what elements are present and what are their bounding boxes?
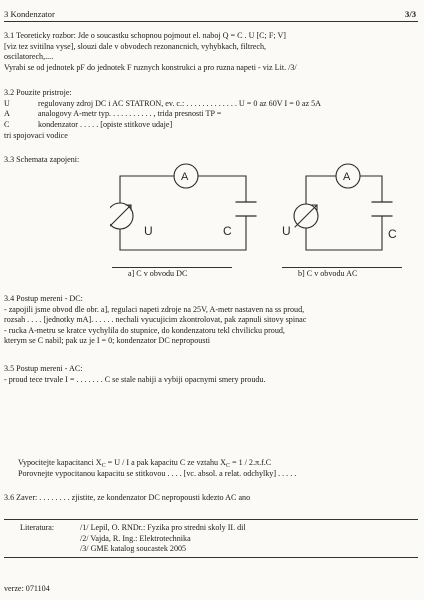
- header-title: 3 Kondenzator: [4, 9, 55, 19]
- wire-top-right: [360, 176, 382, 202]
- sec35-line: - proud tece trvale I = . . . . . . . C se stale nabiji a vybiji opacnymi smery proudu.: [4, 375, 266, 384]
- caption-rule-b: [282, 267, 402, 268]
- literature-rule-bottom: [4, 557, 418, 558]
- instr-text-u: regulovany zdroj DC i AC STATRON, ev. c.: . . . . . . . . . . . . . U = 0 az 60V I = 0 az 5A: [38, 98, 321, 108]
- ammeter-label: A: [343, 171, 351, 183]
- sec34-line3: - rucka A-metru se kratce vychylila do stupnice, do kondenzatoru tekl chvilicku proud,: [4, 325, 285, 335]
- source-label: U: [144, 224, 153, 238]
- caption-a: a] C v obvodu DC: [128, 269, 188, 278]
- calc-line1: Vypocitejte kapacitanci $X_C = U / I$ a pak kapacitu C ze vztahu $X_C = 1 / 2.\pi.f.C$: [18, 458, 272, 469]
- caption-b: b] C v obvodu AC: [298, 269, 358, 278]
- sec31-line3: oscilatorech,....: [4, 52, 54, 61]
- sec31-line1: 3.1 Teoreticky rozbor: Jde o soucastku schopnou pojmout el. naboj Q = C . U [C; F; V]: [4, 31, 287, 40]
- sec32-title: 3.2 Pouzite pristroje:: [4, 88, 72, 97]
- header-rule: [4, 21, 418, 22]
- literature-rule: [4, 519, 418, 520]
- sec33-title: 3.3 Schemata zapojeni:: [4, 155, 80, 164]
- calc-line2: Porovnejte vypocitanou kapacitu se stitkovou . . . . [vc. absol. a relat. odchylky] . . . . .: [18, 469, 297, 478]
- sec32-extra: tri spojovaci vodice: [4, 131, 68, 140]
- sec31-line2: [viz tez svitilna vyse], slouzi dale v obvodech rezonancnich, vyhybkach, filtrech,: [4, 41, 267, 51]
- sec36-text: 3.6 Zaver: . . . . . . . . zjistite, ze kondenzator DC nepropousti kdezto AC ano: [4, 493, 251, 502]
- literature-item-3: /3/ GME katalog soucastek 2005: [80, 544, 187, 553]
- schematic-ac: [278, 156, 408, 260]
- sec31-line4: Vyrabi se od jednotek pF do jednotek F ruznych konstrukci a pro ruzna napeti - viz Lit. /3/: [4, 62, 297, 72]
- instr-sym-u: U: [4, 98, 10, 108]
- wire-top-right: [198, 176, 246, 202]
- source-label: U: [282, 224, 291, 238]
- instr-text-c: kondenzator . . . . . [opiste stitkove udaje]: [38, 119, 173, 129]
- cap-label: C: [223, 224, 232, 238]
- sec34-line1: - zapojili jsme obvod dle obr. a], regulaci napeti zdroje na 25V, A-metr nastaven na ss proud,: [4, 304, 305, 314]
- literature-item-1: /1/ Lepil, O. RNDr.: Fyzika pro stredni skoly II. dil: [80, 523, 246, 532]
- version-footer: verze: 071104: [4, 584, 50, 593]
- literature-item-2: /2/ Vajda, R. Ing.: Elektrotechnika: [80, 533, 191, 543]
- sec34-title: 3.4 Postup mereni - DC:: [4, 294, 83, 303]
- literature-label: Literatura:: [20, 523, 55, 532]
- schematic-dc: [110, 158, 260, 258]
- instr-sym-a: A: [4, 109, 10, 119]
- source-arrow: [295, 205, 317, 227]
- sec35-title: 3.5 Postup mereni - AC:: [4, 364, 83, 373]
- instr-sym-c: C: [4, 119, 10, 129]
- cap-label: C: [388, 227, 397, 241]
- source-arrow: [110, 205, 131, 227]
- instr-text-a: analogovy A-metr typ. . . . . . . . . . . , trida presnosti TP =: [38, 109, 222, 119]
- sec34-line4: kterym se C nabil; pak uz je I = 0; kondenzator DC nepropousti: [4, 336, 210, 345]
- sec34-line2: rozsah . . . . [jednotky mA]. . . . . . nechali vyucujicim zkontrolovat, pak zapnuli sitovy spinac: [4, 315, 307, 324]
- page-number: 3/3: [405, 9, 416, 19]
- caption-rule-a: [112, 267, 232, 268]
- ammeter-label: A: [181, 171, 189, 183]
- sec32-instrument-list: [4, 99, 418, 133]
